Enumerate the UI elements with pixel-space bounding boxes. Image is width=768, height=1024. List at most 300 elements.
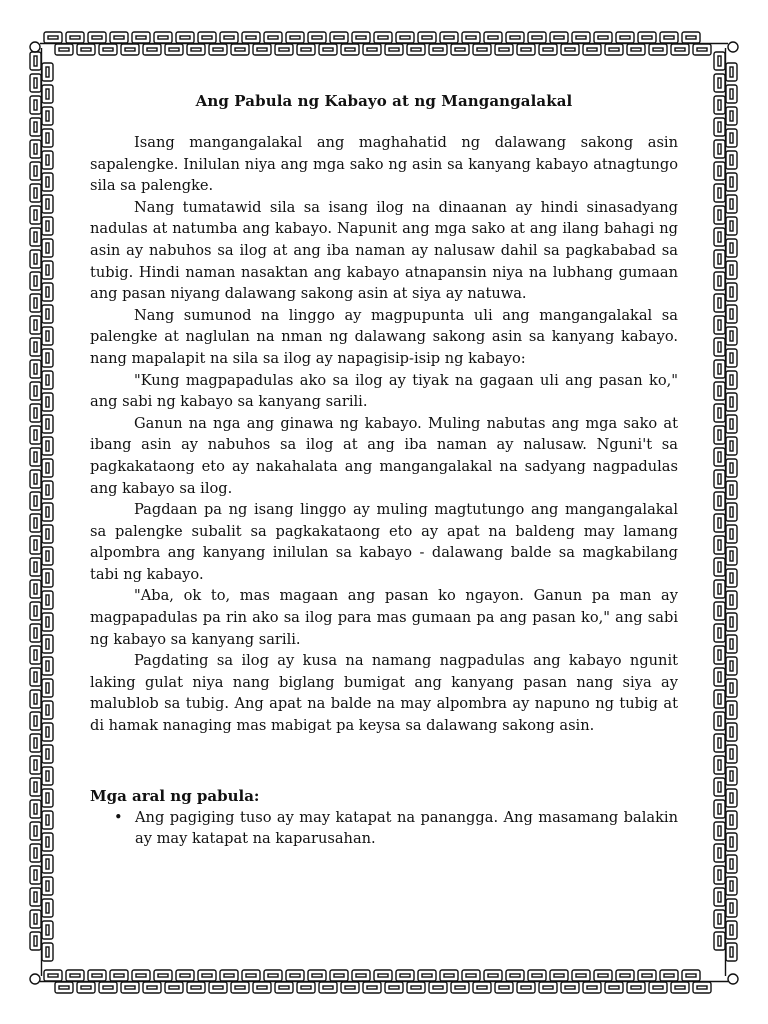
chain-link [714, 888, 725, 906]
chain-link-inner [367, 48, 377, 51]
chain-link-inner [213, 986, 223, 989]
chain-link [616, 32, 634, 43]
chain-link [42, 327, 53, 345]
story-paragraph-5: Ganun na nga ang ginawa ng kabayo. Muling nabutas ang mga sako at ibang asin ay nabuhos sa ilog at ang iba naman ay nalusaw. Nguni't sa pagkakataong eto ay nakahalata ang mangangalakal na sadyang nagpadulas ang kabayo sa ilog. [90, 414, 678, 497]
chain-link-inner [356, 36, 366, 39]
chain-link [714, 844, 725, 862]
chain-link [594, 32, 612, 43]
chain-link [264, 32, 282, 43]
chain-link [30, 646, 41, 664]
chain-link-inner [46, 595, 49, 605]
chain-link [30, 536, 41, 554]
chain-link-inner [718, 122, 721, 132]
chain-link [30, 800, 41, 818]
chain-link-inner [730, 837, 733, 847]
chain-link [714, 360, 725, 378]
chain-link-inner [642, 974, 652, 977]
chain-link [726, 173, 737, 191]
chain-link-inner [400, 36, 410, 39]
chain-link-inner [257, 986, 267, 989]
chain-link-inner [34, 584, 37, 594]
chain-link-inner [730, 793, 733, 803]
chain-link-inner [345, 48, 355, 51]
chain-link [30, 778, 41, 796]
chain-link-inner [620, 36, 630, 39]
chain-link [561, 44, 579, 55]
chain-link-inner [631, 48, 641, 51]
chain-link [473, 44, 491, 55]
chain-link [726, 613, 737, 631]
chain-link-inner [34, 166, 37, 176]
chain-link [726, 63, 737, 81]
chain-link [714, 52, 725, 70]
chain-link [714, 580, 725, 598]
lessons-list [90, 807, 678, 850]
chain-link [561, 982, 579, 993]
chain-link-inner [34, 738, 37, 748]
chain-link [42, 63, 53, 81]
chain-link [726, 591, 737, 609]
chain-link [671, 44, 689, 55]
chain-link [30, 470, 41, 488]
chain-link-inner [718, 584, 721, 594]
chain-link-inner [46, 89, 49, 99]
chain-link-inner [598, 36, 608, 39]
chain-link-inner [34, 122, 37, 132]
chain-link-inner [46, 331, 49, 341]
chain-link-inner [46, 573, 49, 583]
chain-link [308, 970, 326, 981]
chain-link-inner [290, 974, 300, 977]
chain-link [726, 481, 737, 499]
chain-link [726, 525, 737, 543]
chain-link-inner [34, 78, 37, 88]
chain-link-inner [158, 974, 168, 977]
chain-link-inner [718, 892, 721, 902]
chain-link-inner [34, 606, 37, 616]
chain-link [407, 44, 425, 55]
chain-link [726, 723, 737, 741]
chain-link [242, 32, 260, 43]
chain-link-inner [718, 628, 721, 638]
chain-link-inner [554, 36, 564, 39]
chain-link-inner [587, 48, 597, 51]
chain-link [440, 970, 458, 981]
chain-link [132, 970, 150, 981]
chain-link [275, 982, 293, 993]
chain-link-inner [718, 826, 721, 836]
chain-link-inner [718, 518, 721, 528]
chain-link-inner [400, 974, 410, 977]
chain-link-inner [598, 974, 608, 977]
chain-link-inner [46, 925, 49, 935]
chain-link-inner [46, 705, 49, 715]
chain-link [638, 32, 656, 43]
chain-link-inner [213, 48, 223, 51]
chain-link-inner [268, 36, 278, 39]
chain-link [42, 899, 53, 917]
chain-link [143, 44, 161, 55]
chain-link [714, 272, 725, 290]
lesson-text: Ang pagiging tuso ay may katapat na panangga. Ang masamang balakin ay may katapat na kaparusahan. [135, 808, 678, 848]
chain-link-inner [46, 551, 49, 561]
chain-link-inner [46, 155, 49, 165]
chain-link-inner [718, 474, 721, 484]
chain-link-inner [246, 36, 256, 39]
chain-link [42, 217, 53, 235]
chain-link [714, 756, 725, 774]
chain-link [30, 448, 41, 466]
chain-link-inner [125, 986, 135, 989]
chain-link [714, 514, 725, 532]
chain-link-inner [46, 683, 49, 693]
chain-link [42, 195, 53, 213]
chain-link [726, 899, 737, 917]
page-title: Ang Pabula ng Kabayo at ng Mangangalakal [195, 92, 573, 110]
chain-link-inner [499, 986, 509, 989]
chain-link [42, 701, 53, 719]
chain-link-inner [730, 727, 733, 737]
chain-link [143, 982, 161, 993]
chain-link [42, 173, 53, 191]
chain-link [638, 970, 656, 981]
chain-link-inner [180, 36, 190, 39]
story-paragraph-4: "Kung magpapadulas ako sa ilog ay tiyak na gagaan uli ang pasan ko," ang sabi ng kabayo sa kanyang sarili. [90, 371, 678, 411]
chain-link-inner [642, 36, 652, 39]
chain-link-inner [718, 408, 721, 418]
chain-link [693, 982, 711, 993]
chain-link-inner [180, 974, 190, 977]
chain-link-inner [46, 837, 49, 847]
chain-link-inner [46, 309, 49, 319]
chain-link-inner [46, 287, 49, 297]
chain-link [714, 910, 725, 928]
chain-link-inner [675, 48, 685, 51]
chain-link [30, 822, 41, 840]
chain-link-inner [565, 986, 575, 989]
chain-link-inner [718, 342, 721, 352]
chain-link [495, 982, 513, 993]
chain-link-inner [334, 36, 344, 39]
chain-link [42, 723, 53, 741]
chain-link [451, 982, 469, 993]
chain-link-inner [46, 815, 49, 825]
chain-link-inner [34, 210, 37, 220]
chain-link [242, 970, 260, 981]
chain-link-inner [158, 36, 168, 39]
chain-link-inner [279, 48, 289, 51]
chain-link-inner [653, 48, 663, 51]
chain-link-inner [46, 375, 49, 385]
chain-link-inner [46, 133, 49, 143]
chain-link [726, 415, 737, 433]
chain-link-inner [718, 210, 721, 220]
chain-link [726, 767, 737, 785]
chain-link [42, 371, 53, 389]
chain-link [385, 982, 403, 993]
chain-link [506, 970, 524, 981]
chain-link [714, 690, 725, 708]
chain-link [660, 32, 678, 43]
chain-link-inner [730, 111, 733, 121]
chain-link [30, 382, 41, 400]
chain-link [42, 151, 53, 169]
chain-link [726, 349, 737, 367]
chain-link-inner [718, 166, 721, 176]
chain-link-inner [81, 48, 91, 51]
chain-link-inner [46, 397, 49, 407]
chain-link [726, 437, 737, 455]
chain-link [55, 44, 73, 55]
chain-link-inner [718, 276, 721, 286]
chain-link [30, 338, 41, 356]
chain-link-inner [46, 639, 49, 649]
chain-link [231, 982, 249, 993]
chain-link-inner [718, 430, 721, 440]
chain-link-inner [202, 974, 212, 977]
chain-link [726, 679, 737, 697]
chain-link-inner [34, 760, 37, 770]
chain-link-inner [34, 848, 37, 858]
chain-link-inner [730, 595, 733, 605]
chain-link [550, 970, 568, 981]
chain-link-inner [730, 859, 733, 869]
chain-link [605, 44, 623, 55]
corner-ornament [30, 42, 40, 52]
chain-link-inner [730, 441, 733, 451]
chain-link [30, 932, 41, 950]
chain-link [30, 492, 41, 510]
chain-link [627, 44, 645, 55]
chain-link [42, 415, 53, 433]
chain-link [714, 778, 725, 796]
chain-link [462, 970, 480, 981]
chain-link-inner [202, 36, 212, 39]
chain-link [726, 855, 737, 873]
chain-link [121, 982, 139, 993]
chain-link [308, 32, 326, 43]
chain-link [726, 393, 737, 411]
chain-link [726, 943, 737, 961]
chain-link [198, 970, 216, 981]
chain-link-inner [455, 986, 465, 989]
chain-link-inner [620, 974, 630, 977]
chain-link [30, 624, 41, 642]
chain-link [42, 613, 53, 631]
chain-link [374, 970, 392, 981]
chain-link [726, 547, 737, 565]
chain-link [714, 140, 725, 158]
chain-link [165, 982, 183, 993]
chain-link [42, 283, 53, 301]
chain-link [99, 44, 117, 55]
chain-link [30, 514, 41, 532]
chain-link-inner [46, 111, 49, 121]
corner-ornament [30, 974, 40, 984]
chain-link-inner [718, 848, 721, 858]
chain-link [220, 970, 238, 981]
chain-link-inner [34, 914, 37, 924]
chain-link [341, 44, 359, 55]
chain-link-inner [389, 48, 399, 51]
chain-link-inner [34, 386, 37, 396]
chain-link [42, 569, 53, 587]
chain-link-inner [46, 463, 49, 473]
chain-link [30, 888, 41, 906]
chain-link [714, 668, 725, 686]
chain-link-inner [422, 974, 432, 977]
chain-link-inner [301, 986, 311, 989]
chain-link-inner [718, 78, 721, 88]
chain-link [714, 338, 725, 356]
story-paragraph-1: Isang mangangalakal ang maghahatid ng dalawang sakong asin sapalengke. Inilulan niya ang mga sako ng asin sa kanyang kabayo atnagtungo sila sa palengke. [90, 134, 678, 195]
chain-link-inner [323, 986, 333, 989]
chain-link-inner [730, 155, 733, 165]
corner-ornament [728, 42, 738, 52]
chain-link-inner [466, 974, 476, 977]
chain-link-inner [191, 986, 201, 989]
chain-link [726, 129, 737, 147]
chain-link-inner [730, 529, 733, 539]
chain-link-inner [730, 925, 733, 935]
chain-link-inner [466, 36, 476, 39]
chain-link-inner [279, 986, 289, 989]
chain-link [66, 970, 84, 981]
chain-link-inner [389, 986, 399, 989]
chain-link [44, 32, 62, 43]
chain-link [572, 32, 590, 43]
chain-link [30, 140, 41, 158]
chain-link-inner [34, 518, 37, 528]
chain-link [616, 970, 634, 981]
chain-link [714, 822, 725, 840]
chain-link-inner [92, 974, 102, 977]
chain-link-inner [147, 986, 157, 989]
chain-link-inner [235, 986, 245, 989]
chain-link-inner [224, 36, 234, 39]
chain-link [66, 32, 84, 43]
chain-link [286, 32, 304, 43]
chain-link [726, 921, 737, 939]
chain-link-inner [34, 100, 37, 110]
chain-link [714, 206, 725, 224]
chain-link [30, 206, 41, 224]
chain-link [726, 459, 737, 477]
chain-link-inner [718, 782, 721, 792]
chain-link [714, 448, 725, 466]
chain-link-inner [312, 974, 322, 977]
chain-link-inner [609, 48, 619, 51]
chain-link-inner [46, 67, 49, 77]
chain-link-inner [444, 974, 454, 977]
chain-link-inner [730, 397, 733, 407]
chain-link-inner [34, 298, 37, 308]
chain-link [726, 151, 737, 169]
chain-link-inner [730, 67, 733, 77]
chain-link [594, 970, 612, 981]
chain-link-inner [488, 36, 498, 39]
chain-link [440, 32, 458, 43]
chain-link [110, 32, 128, 43]
chain-link-inner [34, 892, 37, 902]
chain-link-inner [609, 986, 619, 989]
chain-link [42, 811, 53, 829]
chain-link [30, 360, 41, 378]
chain-link-inner [147, 48, 157, 51]
chain-link-inner [46, 243, 49, 253]
chain-link-inner [411, 986, 421, 989]
chain-link-inner [730, 705, 733, 715]
chain-link [714, 118, 725, 136]
chain-link [42, 129, 53, 147]
chain-link [374, 32, 392, 43]
chain-link-inner [34, 782, 37, 792]
chain-link-inner [136, 974, 146, 977]
chain-link-inner [46, 771, 49, 781]
chain-link [30, 184, 41, 202]
chain-link [726, 371, 737, 389]
chain-link-inner [224, 974, 234, 977]
chain-link-inner [730, 221, 733, 231]
chain-link [30, 96, 41, 114]
chain-link-inner [125, 48, 135, 51]
chain-link [682, 32, 700, 43]
chain-link [30, 734, 41, 752]
chain-link [714, 74, 725, 92]
chain-link [583, 44, 601, 55]
chain-link [528, 32, 546, 43]
chain-link-inner [730, 551, 733, 561]
chain-link [319, 44, 337, 55]
chain-link [726, 877, 737, 895]
chain-link-inner [664, 36, 674, 39]
chain-link-inner [114, 974, 124, 977]
chain-link-inner [697, 986, 707, 989]
chain-link [714, 932, 725, 950]
chain-link [352, 970, 370, 981]
chain-link-inner [46, 661, 49, 671]
chain-link [42, 459, 53, 477]
chain-link-inner [268, 974, 278, 977]
corner-ornament [728, 974, 738, 984]
chain-link [319, 982, 337, 993]
chain-link-inner [59, 48, 69, 51]
chain-link-inner [34, 694, 37, 704]
chain-link [714, 404, 725, 422]
chain-link-inner [34, 232, 37, 242]
chain-link-inner [477, 48, 487, 51]
chain-link [682, 970, 700, 981]
chain-link [429, 982, 447, 993]
chain-link [30, 866, 41, 884]
chain-link [517, 44, 535, 55]
chain-link [132, 32, 150, 43]
chain-link-inner [46, 881, 49, 891]
chain-link-inner [718, 936, 721, 946]
chain-link-inner [46, 265, 49, 275]
chain-link [187, 982, 205, 993]
chain-link-inner [34, 562, 37, 572]
story-paragraph-2: Nang tumatawid sila sa isang ilog na dinaanan ay hindi sinasadyang nadulas at natumba ang kabayo. Napunit ang mga sako at ang ilang bahagi ng asin ay nabuhos sa ilog at ang iba naman ay nalusaw dahil sa pagkababad sa tubig. Hindi naman nasaktan ang kabayo atnapansin niya na lubhang gumaan ang pasan niyang dalawang sakong asin at siya ay natuwa. [90, 198, 678, 303]
chain-link [506, 32, 524, 43]
chain-link [714, 184, 725, 202]
chain-link-inner [730, 309, 733, 319]
chain-link-inner [103, 986, 113, 989]
chain-link-inner [730, 331, 733, 341]
chain-link-inner [46, 749, 49, 759]
chain-link-inner [191, 48, 201, 51]
chain-link [42, 261, 53, 279]
